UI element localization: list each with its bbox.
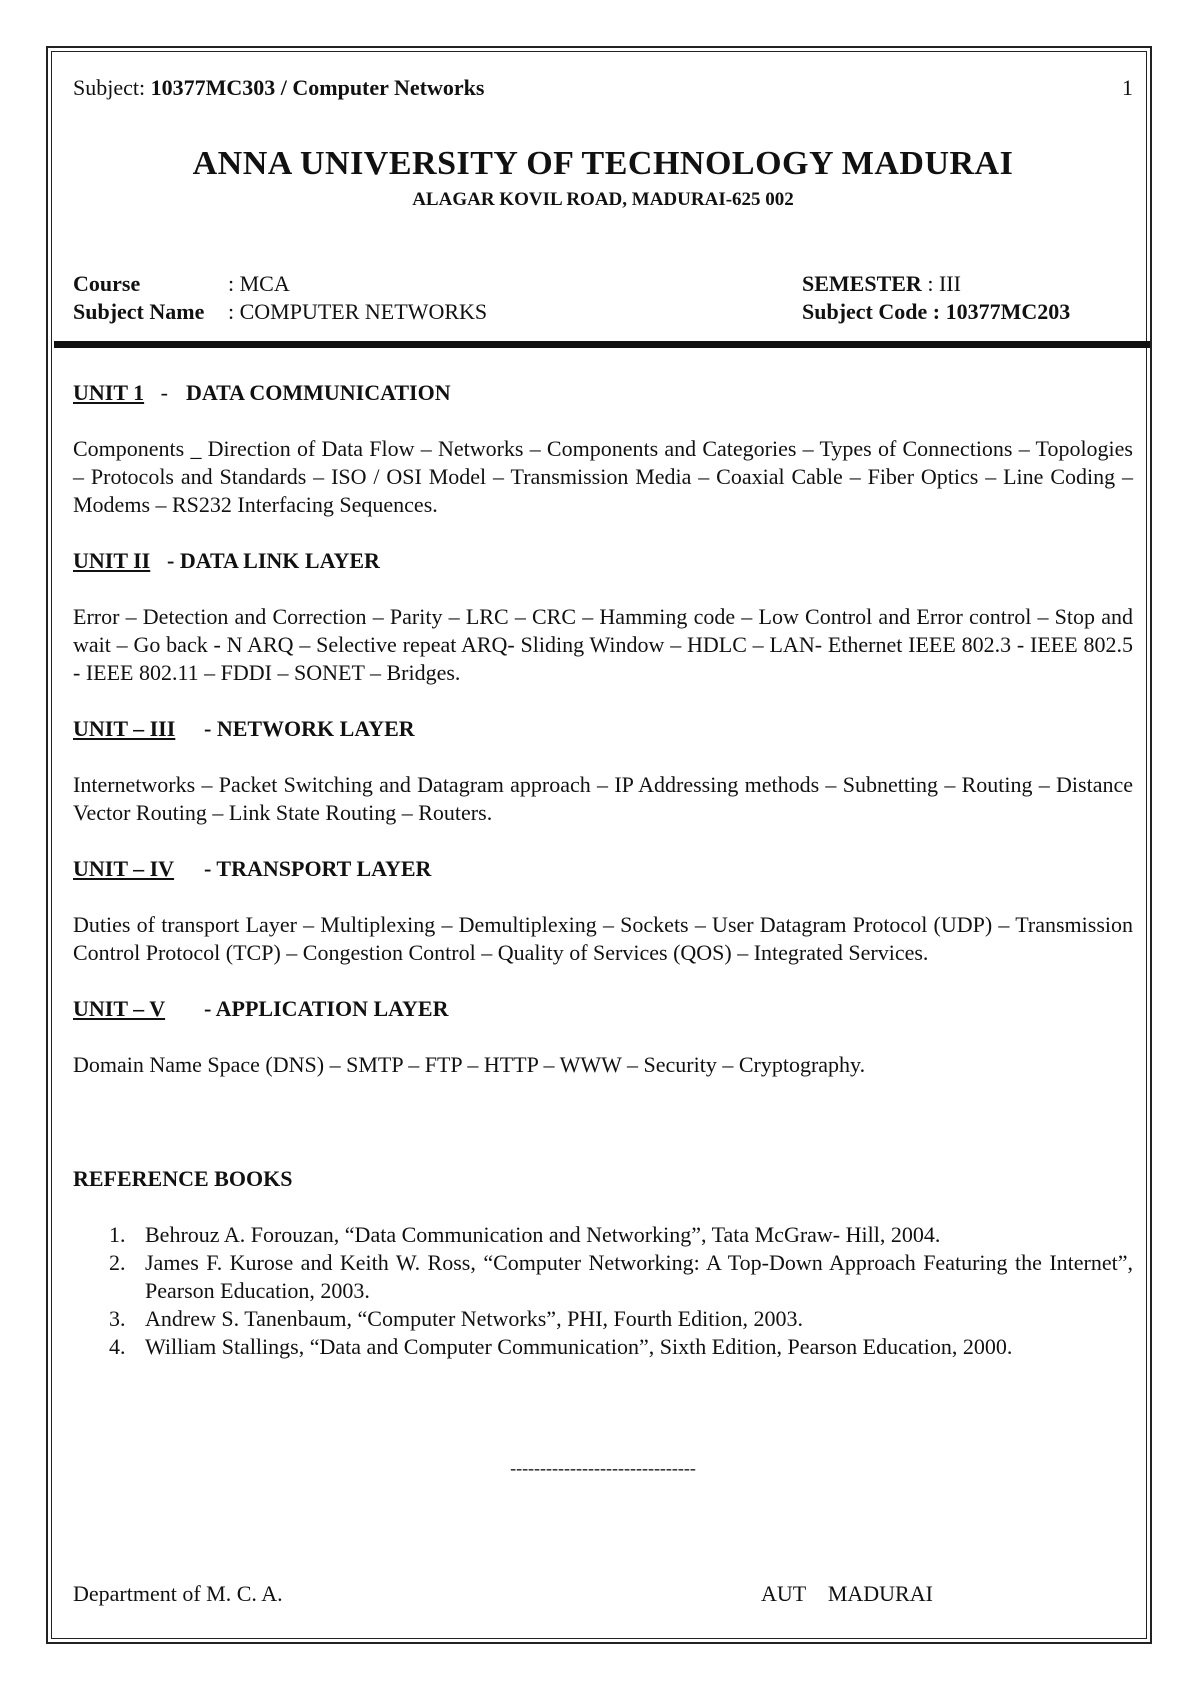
unit-heading	[73, 547, 1133, 575]
reference-text: Andrew S. Tanenbaum, “Computer Networks”, PHI, Fourth Edition, 2003.	[145, 1306, 803, 1331]
unit-title: - NETWORK LAYER	[204, 716, 415, 741]
subject-prefix: Subject:	[73, 75, 146, 100]
page-number: 1	[1122, 75, 1133, 100]
unit-content: Duties of transport Layer – Multiplexing – Demultiplexing – Sockets – User Datagram Protocol (UDP) – Transmission Control Protocol (TCP) – Congestion Control – Quality of Services (QOS) – Integrated Services.	[73, 912, 1133, 965]
university-address: ALAGAR KOVIL ROAD, MADURAI-625 002	[412, 189, 794, 210]
unit-label: UNIT 1	[73, 380, 145, 405]
subject-code-value: 10377MC203	[945, 299, 1071, 324]
unit-content: Components _ Direction of Data Flow – Networks – Components and Categories – Types of Connections – Topologies – Protocols and Standards – ISO / OSI Model – Transmission Media – Coaxial Cable – Fiber Optics – Line Coding – Modems – RS232 Interfacing Sequences.	[73, 436, 1133, 517]
reference-item	[73, 1249, 1133, 1305]
course-label: Course	[73, 271, 141, 296]
subject-name-label: Subject Name	[73, 299, 205, 324]
footer-institution: AUT MADURAI	[761, 1581, 933, 1606]
end-divider: -------------------------------	[510, 1458, 696, 1478]
unit-heading	[73, 995, 1133, 1023]
reference-books	[73, 1165, 1133, 1361]
reference-text: James F. Kurose and Keith W. Ross, “Computer Networking: A Top-Down Approach Featuring the Internet”, Pearson Education, 2003.	[145, 1250, 1133, 1303]
unit-label: UNIT – III	[73, 716, 176, 741]
reference-list	[73, 1221, 1133, 1361]
reference-number: 4.	[109, 1334, 126, 1359]
header-divider-rule	[54, 341, 1150, 348]
unit-content: Error – Detection and Correction – Parity – LRC – CRC – Hamming code – Low Control and Error control – Stop and wait – Go back - N ARQ – Selective repeat ARQ- Sliding Window – HDLC – LAN- Ethernet IEEE 802.3 - IEEE 802.5 - IEEE 802.11 – FDDI – SONET – Bridges.	[73, 604, 1133, 685]
syllabus-units	[73, 379, 1133, 1107]
unit-content: Domain Name Space (DNS) – SMTP – FTP – HTTP – WWW – Security – Cryptography.	[73, 1052, 866, 1077]
course-value: : MCA	[228, 271, 290, 296]
unit-heading	[73, 855, 1133, 883]
semester-label: SEMESTER	[802, 271, 922, 296]
unit-title: - TRANSPORT LAYER	[204, 856, 432, 881]
subject-code-label: Subject Code :	[802, 299, 941, 324]
course-row	[73, 270, 1133, 298]
subject-code	[802, 298, 1070, 326]
subject-name-row	[73, 298, 1133, 326]
semester	[802, 270, 961, 298]
course-meta	[73, 270, 1133, 326]
unit-label: UNIT II	[73, 548, 151, 573]
reference-item	[73, 1305, 1133, 1333]
unit-label: UNIT – V	[73, 996, 166, 1021]
reference-number: 2.	[109, 1250, 126, 1275]
unit-title: - APPLICATION LAYER	[204, 996, 449, 1021]
subject-name-value: : COMPUTER NETWORKS	[228, 299, 488, 324]
unit-heading	[73, 715, 1133, 743]
semester-value: : III	[921, 271, 961, 296]
reference-text: Behrouz A. Forouzan, “Data Communication and Networking”, Tata McGraw- Hill, 2004.	[145, 1222, 941, 1247]
reference-item	[73, 1333, 1133, 1361]
university-name: ANNA UNIVERSITY OF TECHNOLOGY MADURAI	[192, 145, 1014, 182]
reference-number: 1.	[109, 1222, 126, 1247]
subject-header	[73, 74, 1133, 102]
footer-department: Department of M. C. A.	[73, 1581, 283, 1606]
subject-value: 10377MC303 / Computer Networks	[150, 75, 485, 100]
references-heading: REFERENCE BOOKS	[73, 1166, 293, 1191]
reference-item	[73, 1221, 1133, 1249]
reference-number: 3.	[109, 1306, 126, 1331]
unit-heading	[73, 379, 1133, 407]
unit-content: Internetworks – Packet Switching and Datagram approach – IP Addressing methods – Subnetting – Routing – Distance Vector Routing – Link State Routing – Routers.	[73, 772, 1133, 825]
unit-title: - DATA LINK LAYER	[167, 548, 380, 573]
reference-text: William Stallings, “Data and Computer Communication”, Sixth Edition, Pearson Education, 2000.	[145, 1334, 1013, 1359]
unit-label: UNIT – IV	[73, 856, 175, 881]
unit-separator: -	[149, 380, 168, 405]
unit-title: DATA COMMUNICATION	[186, 380, 451, 405]
